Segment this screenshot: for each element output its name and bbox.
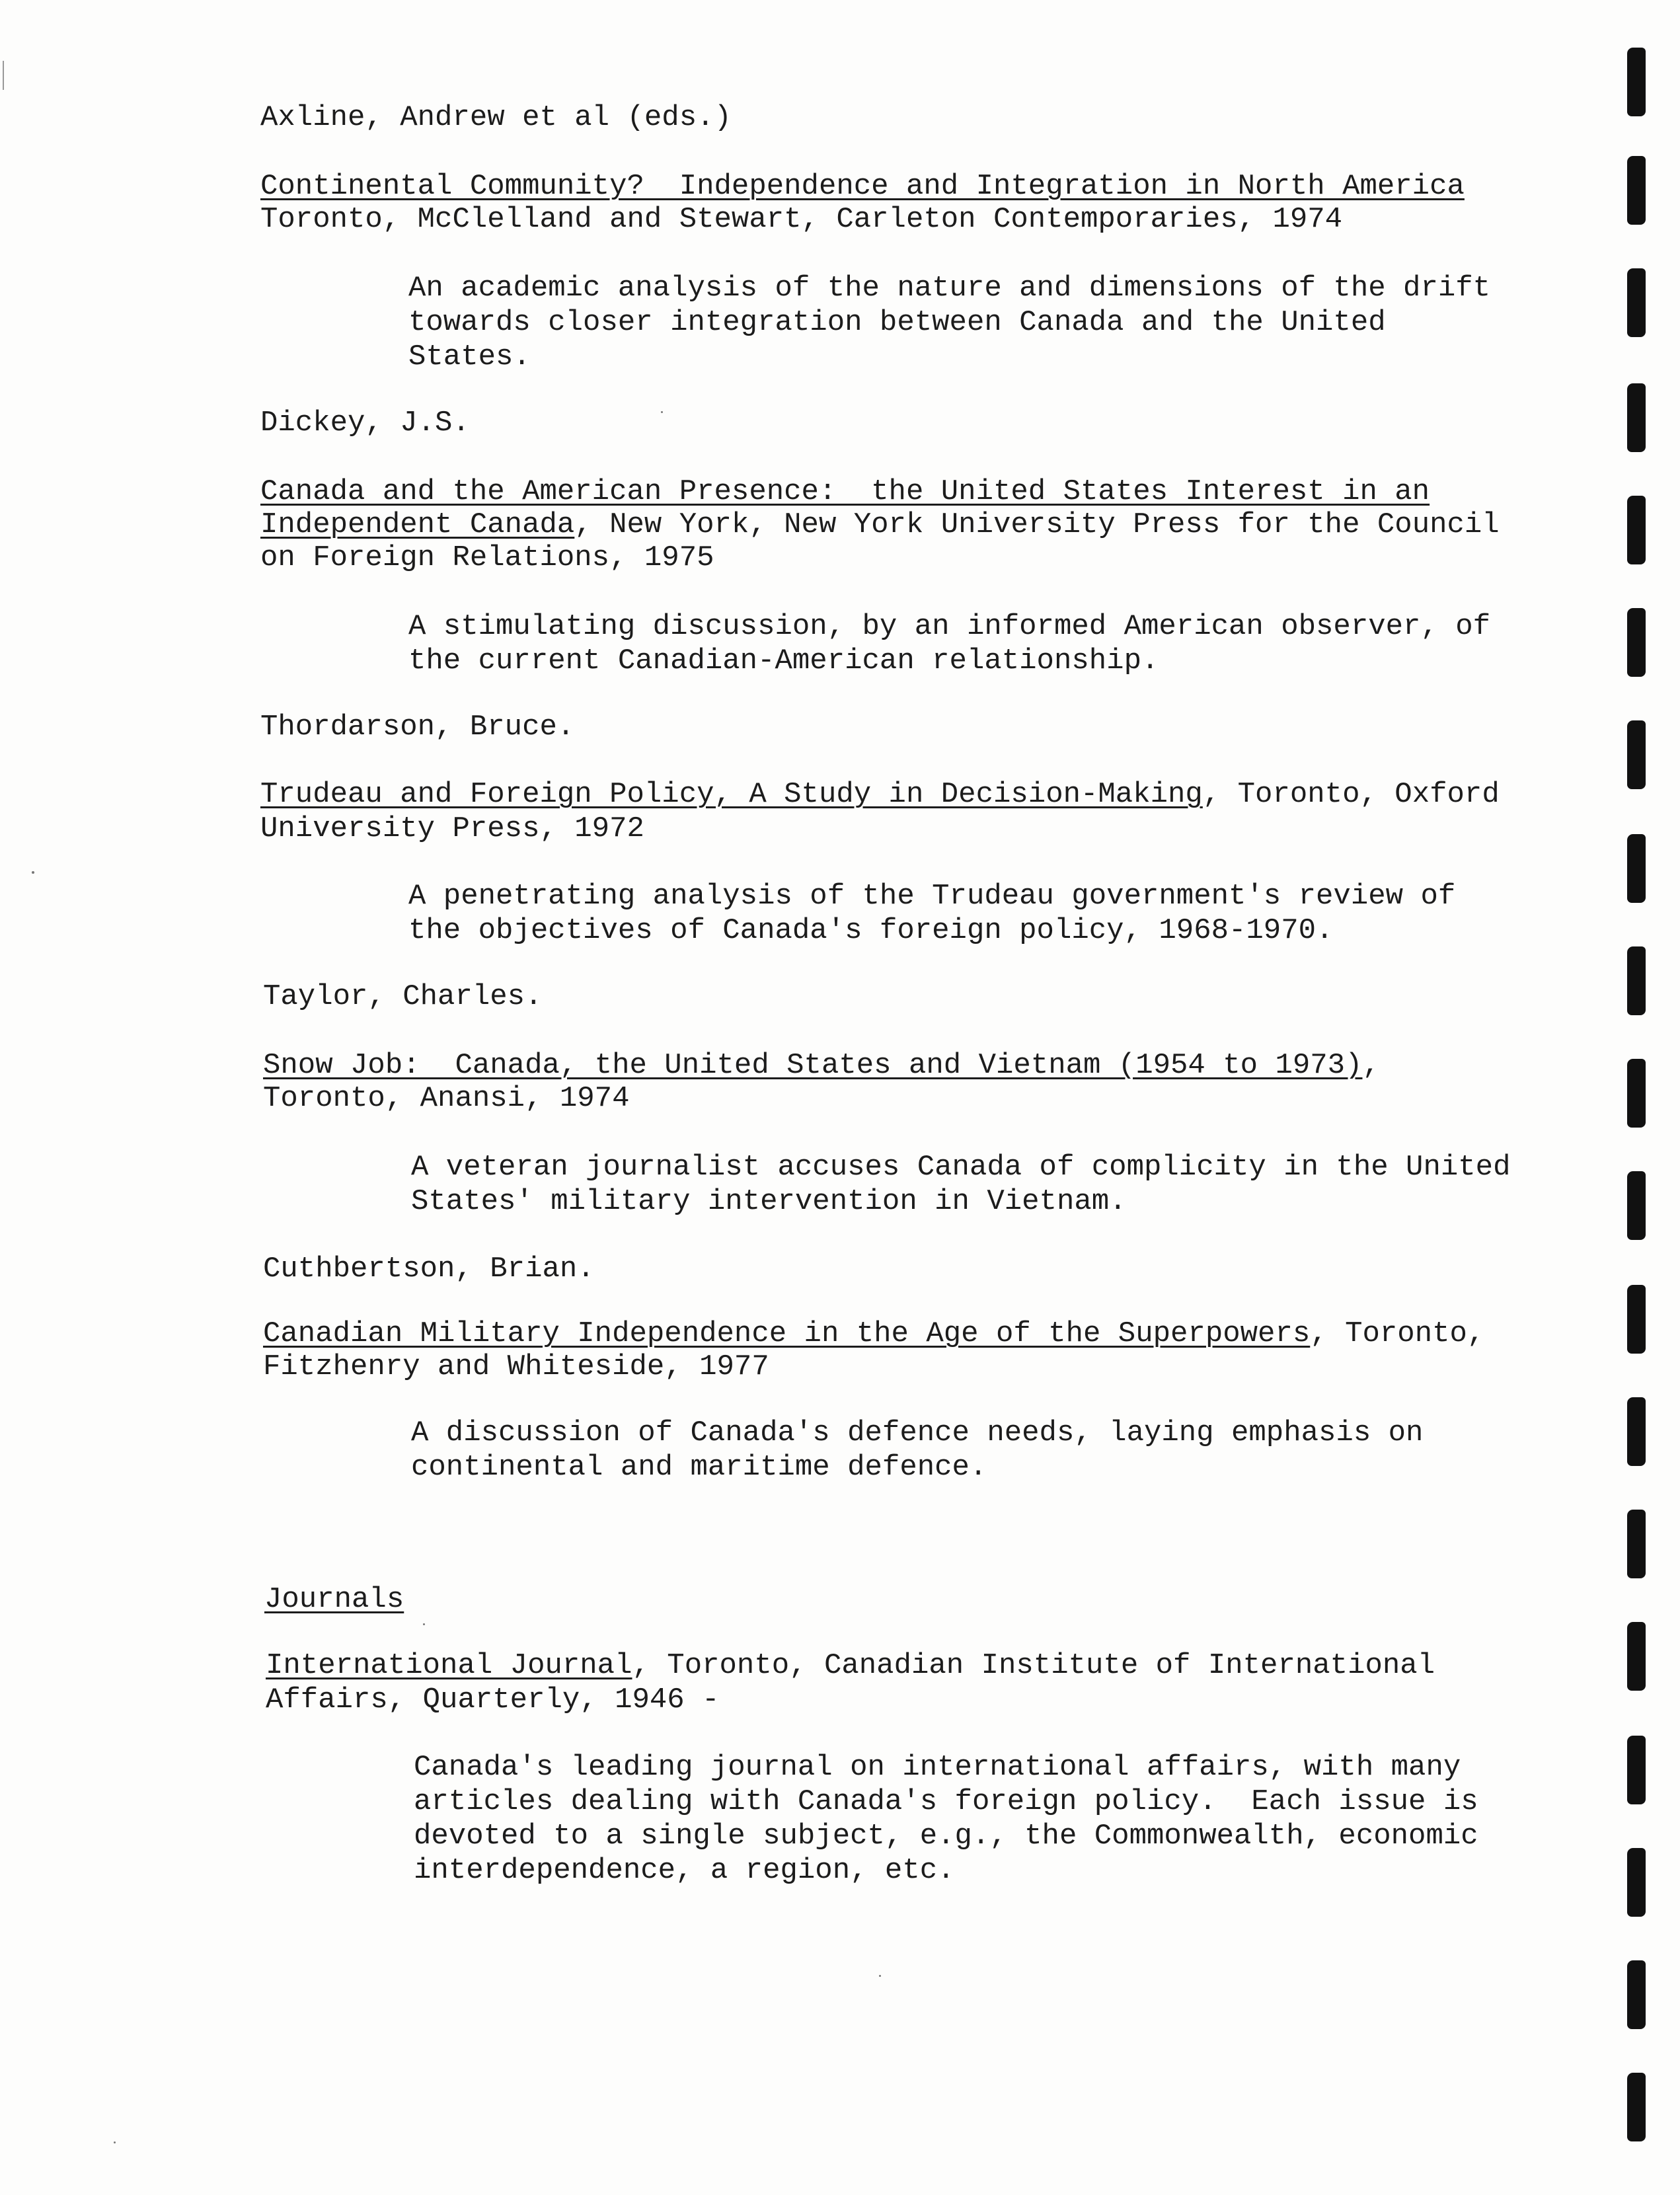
binder-hole-mark bbox=[1627, 1510, 1646, 1578]
entry-author: Axline, Andrew et al (eds.) bbox=[260, 101, 732, 134]
scan-speck bbox=[423, 1623, 425, 1625]
binder-hole-mark bbox=[1627, 2073, 1646, 2141]
journal-title: International Journal bbox=[266, 1649, 632, 1682]
entry-title: Trudeau and Foreign Policy, A Study in Decision-Making bbox=[260, 778, 1203, 811]
entry-author: Thordarson, Bruce. bbox=[260, 711, 575, 744]
entry-publication: , Toronto, bbox=[1310, 1317, 1485, 1350]
binder-hole-mark bbox=[1627, 48, 1646, 116]
entry-description: An academic analysis of the nature and dimensions of the drift bbox=[408, 272, 1491, 305]
journal-publication: , Toronto, Canadian Institute of International bbox=[632, 1649, 1435, 1682]
journal-description: Canada's leading journal on international affairs, with many bbox=[414, 1751, 1461, 1784]
entry-description: continental and maritime defence. bbox=[411, 1451, 987, 1484]
binder-hole-mark bbox=[1627, 834, 1646, 903]
binder-hole-mark bbox=[1627, 383, 1646, 452]
entry-title: Continental Community? Independence and Integration in North America bbox=[260, 170, 1465, 203]
binder-hole-mark bbox=[1627, 720, 1646, 789]
entry-description: A discussion of Canada's defence needs, laying emphasis on bbox=[411, 1416, 1424, 1449]
entry-title-publication bbox=[263, 1317, 1484, 1351]
entry-title: Canadian Military Independence in the Age of the Superpowers bbox=[263, 1317, 1311, 1350]
entry-title-publication bbox=[263, 1048, 1380, 1083]
entry-publication: Toronto, McClelland and Stewart, Carleton Contemporaries, 1974 bbox=[260, 203, 1343, 236]
binder-hole-mark bbox=[1627, 1285, 1646, 1354]
journals-heading: Journals bbox=[264, 1583, 404, 1616]
entry-description: A penetrating analysis of the Trudeau government's review of bbox=[408, 880, 1456, 913]
scan-speck bbox=[114, 2141, 116, 2143]
entry-author: Taylor, Charles. bbox=[263, 980, 543, 1013]
entry-publication: Fitzhenry and Whiteside, 1977 bbox=[263, 1350, 769, 1383]
entry-publication: , Toronto, Oxford bbox=[1202, 778, 1500, 811]
binder-hole-mark bbox=[1627, 1736, 1646, 1804]
entry-description: towards closer integration between Canada and the United bbox=[408, 306, 1386, 339]
binder-hole-mark bbox=[1627, 1171, 1646, 1240]
binder-hole-mark bbox=[1627, 156, 1646, 225]
binder-hole-mark bbox=[1627, 946, 1646, 1015]
entry-description: States. bbox=[408, 340, 531, 373]
entry-title: Snow Job: Canada, the United States and Vietnam (1954 to 1973) bbox=[263, 1049, 1363, 1082]
entry-publication: on Foreign Relations, 1975 bbox=[260, 541, 714, 574]
binder-hole-mark bbox=[1627, 1848, 1646, 1917]
binder-hole-mark bbox=[1627, 496, 1646, 564]
entry-title: Independent Canada bbox=[260, 508, 575, 541]
journal-publication: Affairs, Quarterly, 1946 - bbox=[266, 1683, 720, 1716]
binder-hole-mark bbox=[1627, 1397, 1646, 1466]
page-edge-mark bbox=[3, 61, 4, 90]
entry-title-publication bbox=[260, 508, 1500, 542]
journal-description: articles dealing with Canada's foreign policy. Each issue is bbox=[414, 1785, 1478, 1818]
binder-hole-mark bbox=[1627, 1622, 1646, 1691]
entry-publication: , bbox=[1362, 1049, 1380, 1082]
entry-description: the objectives of Canada's foreign policy, 1968-1970. bbox=[408, 914, 1334, 947]
entry-description: States' military intervention in Vietnam. bbox=[411, 1185, 1127, 1218]
entry-author: Cuthbertson, Brian. bbox=[263, 1252, 595, 1286]
binder-hole-mark bbox=[1627, 608, 1646, 677]
entry-title: Canada and the American Presence: the United States Interest in an bbox=[260, 475, 1430, 508]
binder-hole-mark bbox=[1627, 1059, 1646, 1128]
journal-title-publication bbox=[266, 1648, 1435, 1683]
journal-description: devoted to a single subject, e.g., the Commonwealth, economic bbox=[414, 1820, 1478, 1853]
entry-author: Dickey, J.S. bbox=[260, 406, 470, 440]
entry-publication: University Press, 1972 bbox=[260, 812, 644, 845]
binder-hole-mark bbox=[1627, 268, 1646, 337]
entry-description: A veteran journalist accuses Canada of complicity in the United bbox=[411, 1151, 1511, 1184]
entry-description: the current Canadian-American relationship. bbox=[408, 644, 1159, 677]
entry-title-publication bbox=[260, 777, 1500, 812]
scan-speck bbox=[661, 411, 663, 413]
entry-publication: Toronto, Anansi, 1974 bbox=[263, 1082, 630, 1115]
binder-hole-mark bbox=[1627, 1960, 1646, 2029]
entry-description: A stimulating discussion, by an informed American observer, of bbox=[408, 610, 1491, 643]
scan-speck bbox=[879, 1975, 881, 1977]
scan-speck bbox=[32, 871, 34, 874]
entry-publication: , New York, New York University Press for the Council bbox=[574, 508, 1500, 541]
journal-description: interdependence, a region, etc. bbox=[414, 1854, 955, 1887]
